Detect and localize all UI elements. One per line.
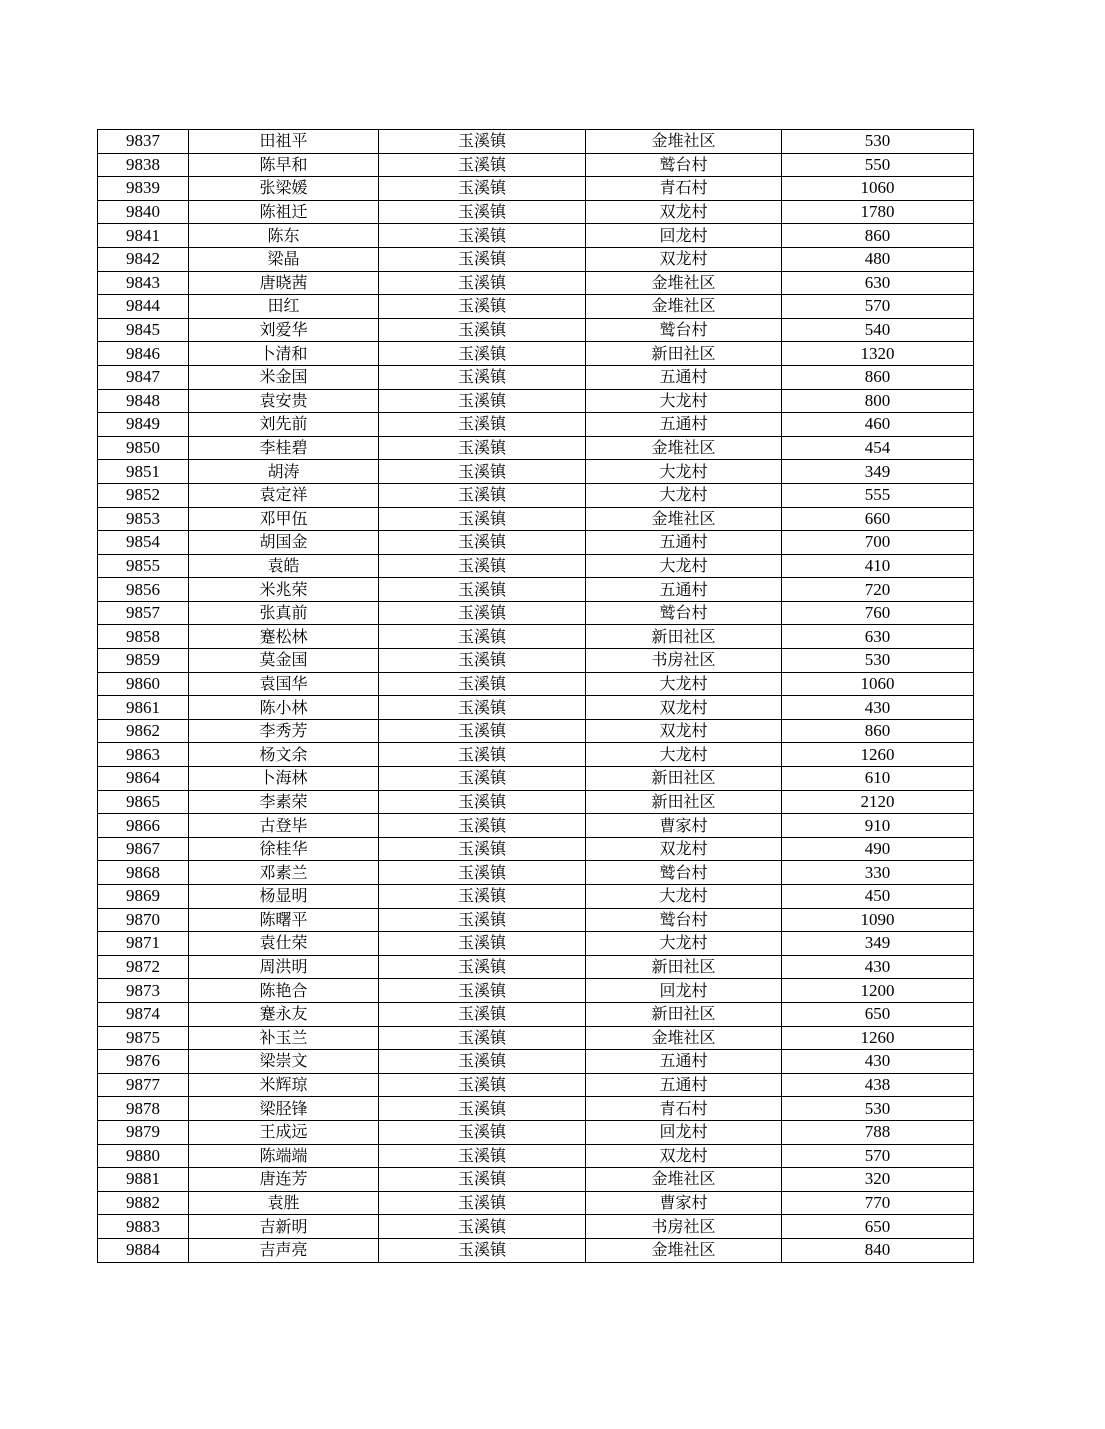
village-cell: 曹家村 xyxy=(586,814,782,838)
town-cell: 玉溪镇 xyxy=(379,1120,586,1144)
table-row xyxy=(98,153,974,177)
amount-cell: 610 xyxy=(782,767,974,791)
table-row xyxy=(98,436,974,460)
table-row xyxy=(98,271,974,295)
amount-cell: 330 xyxy=(782,861,974,885)
town-cell: 玉溪镇 xyxy=(379,295,586,319)
name-cell: 卜清和 xyxy=(189,342,379,366)
table-row xyxy=(98,885,974,909)
town-cell: 玉溪镇 xyxy=(379,1026,586,1050)
town-cell: 玉溪镇 xyxy=(379,507,586,531)
name-cell: 袁国华 xyxy=(189,672,379,696)
village-cell: 大龙村 xyxy=(586,554,782,578)
town-cell: 玉溪镇 xyxy=(379,130,586,154)
amount-cell: 530 xyxy=(782,649,974,673)
name-cell: 米兆荣 xyxy=(189,578,379,602)
serial-number-cell: 9847 xyxy=(98,365,189,389)
serial-number-cell: 9845 xyxy=(98,318,189,342)
table-row xyxy=(98,649,974,673)
table-row xyxy=(98,318,974,342)
table-row xyxy=(98,1120,974,1144)
village-cell: 大龙村 xyxy=(586,483,782,507)
name-cell: 李桂碧 xyxy=(189,436,379,460)
town-cell: 玉溪镇 xyxy=(379,483,586,507)
serial-number-cell: 9841 xyxy=(98,224,189,248)
town-cell: 玉溪镇 xyxy=(379,554,586,578)
data-table xyxy=(97,129,974,1263)
serial-number-cell: 9839 xyxy=(98,177,189,201)
table-row xyxy=(98,483,974,507)
table-row xyxy=(98,719,974,743)
serial-number-cell: 9853 xyxy=(98,507,189,531)
serial-number-cell: 9860 xyxy=(98,672,189,696)
name-cell: 吉新明 xyxy=(189,1215,379,1239)
table-row xyxy=(98,507,974,531)
amount-cell: 570 xyxy=(782,1144,974,1168)
village-cell: 回龙村 xyxy=(586,224,782,248)
table-row xyxy=(98,672,974,696)
name-cell: 米辉琼 xyxy=(189,1073,379,1097)
table-row xyxy=(98,837,974,861)
serial-number-cell: 9854 xyxy=(98,531,189,555)
village-cell: 新田社区 xyxy=(586,625,782,649)
village-cell: 大龙村 xyxy=(586,932,782,956)
name-cell: 李秀芳 xyxy=(189,719,379,743)
amount-cell: 760 xyxy=(782,601,974,625)
table-row xyxy=(98,1215,974,1239)
serial-number-cell: 9880 xyxy=(98,1144,189,1168)
name-cell: 胡涛 xyxy=(189,460,379,484)
town-cell: 玉溪镇 xyxy=(379,837,586,861)
name-cell: 刘先前 xyxy=(189,413,379,437)
table-row xyxy=(98,861,974,885)
amount-cell: 800 xyxy=(782,389,974,413)
serial-number-cell: 9869 xyxy=(98,885,189,909)
town-cell: 玉溪镇 xyxy=(379,955,586,979)
amount-cell: 410 xyxy=(782,554,974,578)
amount-cell: 630 xyxy=(782,271,974,295)
amount-cell: 349 xyxy=(782,932,974,956)
town-cell: 玉溪镇 xyxy=(379,1002,586,1026)
village-cell: 书房社区 xyxy=(586,1215,782,1239)
amount-cell: 1260 xyxy=(782,743,974,767)
village-cell: 金堆社区 xyxy=(586,130,782,154)
town-cell: 玉溪镇 xyxy=(379,932,586,956)
name-cell: 袁安贵 xyxy=(189,389,379,413)
amount-cell: 550 xyxy=(782,153,974,177)
serial-number-cell: 9837 xyxy=(98,130,189,154)
table-row xyxy=(98,460,974,484)
name-cell: 陈东 xyxy=(189,224,379,248)
town-cell: 玉溪镇 xyxy=(379,649,586,673)
town-cell: 玉溪镇 xyxy=(379,318,586,342)
amount-cell: 860 xyxy=(782,719,974,743)
town-cell: 玉溪镇 xyxy=(379,979,586,1003)
serial-number-cell: 9863 xyxy=(98,743,189,767)
name-cell: 米金国 xyxy=(189,365,379,389)
village-cell: 大龙村 xyxy=(586,460,782,484)
name-cell: 张梁媛 xyxy=(189,177,379,201)
table-row xyxy=(98,932,974,956)
serial-number-cell: 9877 xyxy=(98,1073,189,1097)
town-cell: 玉溪镇 xyxy=(379,224,586,248)
village-cell: 书房社区 xyxy=(586,649,782,673)
town-cell: 玉溪镇 xyxy=(379,885,586,909)
town-cell: 玉溪镇 xyxy=(379,1191,586,1215)
amount-cell: 1320 xyxy=(782,342,974,366)
amount-cell: 650 xyxy=(782,1002,974,1026)
serial-number-cell: 9846 xyxy=(98,342,189,366)
town-cell: 玉溪镇 xyxy=(379,672,586,696)
town-cell: 玉溪镇 xyxy=(379,365,586,389)
serial-number-cell: 9842 xyxy=(98,247,189,271)
town-cell: 玉溪镇 xyxy=(379,436,586,460)
name-cell: 陈曙平 xyxy=(189,908,379,932)
serial-number-cell: 9874 xyxy=(98,1002,189,1026)
amount-cell: 2120 xyxy=(782,790,974,814)
town-cell: 玉溪镇 xyxy=(379,200,586,224)
town-cell: 玉溪镇 xyxy=(379,177,586,201)
village-cell: 新田社区 xyxy=(586,1002,782,1026)
serial-number-cell: 9844 xyxy=(98,295,189,319)
village-cell: 大龙村 xyxy=(586,743,782,767)
amount-cell: 530 xyxy=(782,130,974,154)
village-cell: 曹家村 xyxy=(586,1191,782,1215)
name-cell: 袁定祥 xyxy=(189,483,379,507)
name-cell: 杨文余 xyxy=(189,743,379,767)
table-row xyxy=(98,578,974,602)
amount-cell: 770 xyxy=(782,1191,974,1215)
amount-cell: 1260 xyxy=(782,1026,974,1050)
village-cell: 双龙村 xyxy=(586,1144,782,1168)
serial-number-cell: 9850 xyxy=(98,436,189,460)
village-cell: 金堆社区 xyxy=(586,436,782,460)
serial-number-cell: 9849 xyxy=(98,413,189,437)
amount-cell: 320 xyxy=(782,1168,974,1192)
serial-number-cell: 9856 xyxy=(98,578,189,602)
town-cell: 玉溪镇 xyxy=(379,153,586,177)
amount-cell: 840 xyxy=(782,1238,974,1262)
amount-cell: 460 xyxy=(782,413,974,437)
amount-cell: 490 xyxy=(782,837,974,861)
table-row xyxy=(98,625,974,649)
table-row xyxy=(98,1050,974,1074)
serial-number-cell: 9884 xyxy=(98,1238,189,1262)
village-cell: 新田社区 xyxy=(586,767,782,791)
town-cell: 玉溪镇 xyxy=(379,790,586,814)
serial-number-cell: 9859 xyxy=(98,649,189,673)
name-cell: 张真前 xyxy=(189,601,379,625)
name-cell: 古登毕 xyxy=(189,814,379,838)
village-cell: 双龙村 xyxy=(586,719,782,743)
amount-cell: 430 xyxy=(782,696,974,720)
village-cell: 金堆社区 xyxy=(586,295,782,319)
table-row xyxy=(98,908,974,932)
amount-cell: 530 xyxy=(782,1097,974,1121)
town-cell: 玉溪镇 xyxy=(379,342,586,366)
serial-number-cell: 9866 xyxy=(98,814,189,838)
table-row xyxy=(98,814,974,838)
name-cell: 陈小林 xyxy=(189,696,379,720)
village-cell: 鹫台村 xyxy=(586,908,782,932)
name-cell: 陈祖迁 xyxy=(189,200,379,224)
village-cell: 五通村 xyxy=(586,1073,782,1097)
name-cell: 胡国金 xyxy=(189,531,379,555)
table-row xyxy=(98,696,974,720)
serial-number-cell: 9882 xyxy=(98,1191,189,1215)
serial-number-cell: 9862 xyxy=(98,719,189,743)
table-body xyxy=(98,130,974,1263)
table-row xyxy=(98,130,974,154)
amount-cell: 555 xyxy=(782,483,974,507)
amount-cell: 650 xyxy=(782,1215,974,1239)
village-cell: 鹫台村 xyxy=(586,601,782,625)
town-cell: 玉溪镇 xyxy=(379,1097,586,1121)
town-cell: 玉溪镇 xyxy=(379,1144,586,1168)
table-row xyxy=(98,247,974,271)
town-cell: 玉溪镇 xyxy=(379,1073,586,1097)
amount-cell: 660 xyxy=(782,507,974,531)
name-cell: 吉声亮 xyxy=(189,1238,379,1262)
name-cell: 陈早和 xyxy=(189,153,379,177)
serial-number-cell: 9883 xyxy=(98,1215,189,1239)
village-cell: 大龙村 xyxy=(586,672,782,696)
village-cell: 新田社区 xyxy=(586,955,782,979)
table-row xyxy=(98,1238,974,1262)
village-cell: 回龙村 xyxy=(586,1120,782,1144)
village-cell: 回龙村 xyxy=(586,979,782,1003)
village-cell: 青石村 xyxy=(586,1097,782,1121)
village-cell: 双龙村 xyxy=(586,696,782,720)
town-cell: 玉溪镇 xyxy=(379,625,586,649)
serial-number-cell: 9843 xyxy=(98,271,189,295)
table-row xyxy=(98,554,974,578)
serial-number-cell: 9875 xyxy=(98,1026,189,1050)
serial-number-cell: 9872 xyxy=(98,955,189,979)
table-row xyxy=(98,1073,974,1097)
serial-number-cell: 9868 xyxy=(98,861,189,885)
town-cell: 玉溪镇 xyxy=(379,719,586,743)
serial-number-cell: 9852 xyxy=(98,483,189,507)
name-cell: 梁晶 xyxy=(189,247,379,271)
town-cell: 玉溪镇 xyxy=(379,743,586,767)
town-cell: 玉溪镇 xyxy=(379,1168,586,1192)
amount-cell: 630 xyxy=(782,625,974,649)
serial-number-cell: 9876 xyxy=(98,1050,189,1074)
town-cell: 玉溪镇 xyxy=(379,814,586,838)
name-cell: 蹇松林 xyxy=(189,625,379,649)
table-row xyxy=(98,955,974,979)
town-cell: 玉溪镇 xyxy=(379,413,586,437)
village-cell: 大龙村 xyxy=(586,885,782,909)
serial-number-cell: 9858 xyxy=(98,625,189,649)
table-row xyxy=(98,389,974,413)
village-cell: 青石村 xyxy=(586,177,782,201)
table-row xyxy=(98,413,974,437)
amount-cell: 438 xyxy=(782,1073,974,1097)
amount-cell: 450 xyxy=(782,885,974,909)
amount-cell: 788 xyxy=(782,1120,974,1144)
town-cell: 玉溪镇 xyxy=(379,578,586,602)
village-cell: 金堆社区 xyxy=(586,1026,782,1050)
town-cell: 玉溪镇 xyxy=(379,696,586,720)
table-row xyxy=(98,767,974,791)
town-cell: 玉溪镇 xyxy=(379,767,586,791)
amount-cell: 1060 xyxy=(782,177,974,201)
village-cell: 金堆社区 xyxy=(586,1238,782,1262)
name-cell: 徐桂华 xyxy=(189,837,379,861)
amount-cell: 430 xyxy=(782,955,974,979)
serial-number-cell: 9879 xyxy=(98,1120,189,1144)
village-cell: 鹫台村 xyxy=(586,861,782,885)
table-row xyxy=(98,342,974,366)
town-cell: 玉溪镇 xyxy=(379,861,586,885)
village-cell: 双龙村 xyxy=(586,837,782,861)
table-row xyxy=(98,295,974,319)
town-cell: 玉溪镇 xyxy=(379,531,586,555)
name-cell: 邓甲伍 xyxy=(189,507,379,531)
name-cell: 梁胫锋 xyxy=(189,1097,379,1121)
amount-cell: 454 xyxy=(782,436,974,460)
village-cell: 五通村 xyxy=(586,365,782,389)
village-cell: 金堆社区 xyxy=(586,1168,782,1192)
name-cell: 杨显明 xyxy=(189,885,379,909)
town-cell: 玉溪镇 xyxy=(379,247,586,271)
table-row xyxy=(98,200,974,224)
town-cell: 玉溪镇 xyxy=(379,601,586,625)
serial-number-cell: 9861 xyxy=(98,696,189,720)
table-row xyxy=(98,1002,974,1026)
name-cell: 周洪明 xyxy=(189,955,379,979)
town-cell: 玉溪镇 xyxy=(379,1050,586,1074)
amount-cell: 860 xyxy=(782,224,974,248)
village-cell: 五通村 xyxy=(586,531,782,555)
town-cell: 玉溪镇 xyxy=(379,389,586,413)
town-cell: 玉溪镇 xyxy=(379,908,586,932)
table-row xyxy=(98,601,974,625)
village-cell: 大龙村 xyxy=(586,389,782,413)
village-cell: 新田社区 xyxy=(586,790,782,814)
town-cell: 玉溪镇 xyxy=(379,271,586,295)
serial-number-cell: 9873 xyxy=(98,979,189,1003)
table-row xyxy=(98,1026,974,1050)
town-cell: 玉溪镇 xyxy=(379,460,586,484)
name-cell: 袁皓 xyxy=(189,554,379,578)
name-cell: 莫金国 xyxy=(189,649,379,673)
name-cell: 蹇永友 xyxy=(189,1002,379,1026)
amount-cell: 430 xyxy=(782,1050,974,1074)
amount-cell: 480 xyxy=(782,247,974,271)
village-cell: 鹫台村 xyxy=(586,318,782,342)
village-cell: 鹫台村 xyxy=(586,153,782,177)
serial-number-cell: 9857 xyxy=(98,601,189,625)
serial-number-cell: 9848 xyxy=(98,389,189,413)
name-cell: 卜海林 xyxy=(189,767,379,791)
village-cell: 双龙村 xyxy=(586,200,782,224)
name-cell: 田祖平 xyxy=(189,130,379,154)
serial-number-cell: 9881 xyxy=(98,1168,189,1192)
serial-number-cell: 9864 xyxy=(98,767,189,791)
name-cell: 梁崇文 xyxy=(189,1050,379,1074)
amount-cell: 570 xyxy=(782,295,974,319)
serial-number-cell: 9838 xyxy=(98,153,189,177)
table-row xyxy=(98,1144,974,1168)
table-row xyxy=(98,1168,974,1192)
table-row xyxy=(98,1191,974,1215)
village-cell: 五通村 xyxy=(586,1050,782,1074)
name-cell: 袁胜 xyxy=(189,1191,379,1215)
table-row xyxy=(98,743,974,767)
name-cell: 邓素兰 xyxy=(189,861,379,885)
serial-number-cell: 9871 xyxy=(98,932,189,956)
table-row xyxy=(98,365,974,389)
name-cell: 补玉兰 xyxy=(189,1026,379,1050)
name-cell: 陈端端 xyxy=(189,1144,379,1168)
amount-cell: 1780 xyxy=(782,200,974,224)
amount-cell: 540 xyxy=(782,318,974,342)
village-cell: 双龙村 xyxy=(586,247,782,271)
amount-cell: 910 xyxy=(782,814,974,838)
amount-cell: 1060 xyxy=(782,672,974,696)
serial-number-cell: 9851 xyxy=(98,460,189,484)
serial-number-cell: 9878 xyxy=(98,1097,189,1121)
amount-cell: 1200 xyxy=(782,979,974,1003)
name-cell: 唐连芳 xyxy=(189,1168,379,1192)
name-cell: 李素荣 xyxy=(189,790,379,814)
serial-number-cell: 9855 xyxy=(98,554,189,578)
table-row xyxy=(98,790,974,814)
table-row xyxy=(98,979,974,1003)
table-row xyxy=(98,1097,974,1121)
serial-number-cell: 9865 xyxy=(98,790,189,814)
town-cell: 玉溪镇 xyxy=(379,1238,586,1262)
village-cell: 五通村 xyxy=(586,578,782,602)
village-cell: 五通村 xyxy=(586,413,782,437)
village-cell: 金堆社区 xyxy=(586,271,782,295)
table-row xyxy=(98,177,974,201)
town-cell: 玉溪镇 xyxy=(379,1215,586,1239)
serial-number-cell: 9840 xyxy=(98,200,189,224)
name-cell: 王成远 xyxy=(189,1120,379,1144)
name-cell: 陈艳合 xyxy=(189,979,379,1003)
village-cell: 金堆社区 xyxy=(586,507,782,531)
amount-cell: 700 xyxy=(782,531,974,555)
amount-cell: 1090 xyxy=(782,908,974,932)
amount-cell: 860 xyxy=(782,365,974,389)
amount-cell: 720 xyxy=(782,578,974,602)
amount-cell: 349 xyxy=(782,460,974,484)
name-cell: 袁仕荣 xyxy=(189,932,379,956)
serial-number-cell: 9867 xyxy=(98,837,189,861)
table-row xyxy=(98,224,974,248)
name-cell: 刘爱华 xyxy=(189,318,379,342)
name-cell: 田红 xyxy=(189,295,379,319)
serial-number-cell: 9870 xyxy=(98,908,189,932)
name-cell: 唐晓茜 xyxy=(189,271,379,295)
table-row xyxy=(98,531,974,555)
village-cell: 新田社区 xyxy=(586,342,782,366)
